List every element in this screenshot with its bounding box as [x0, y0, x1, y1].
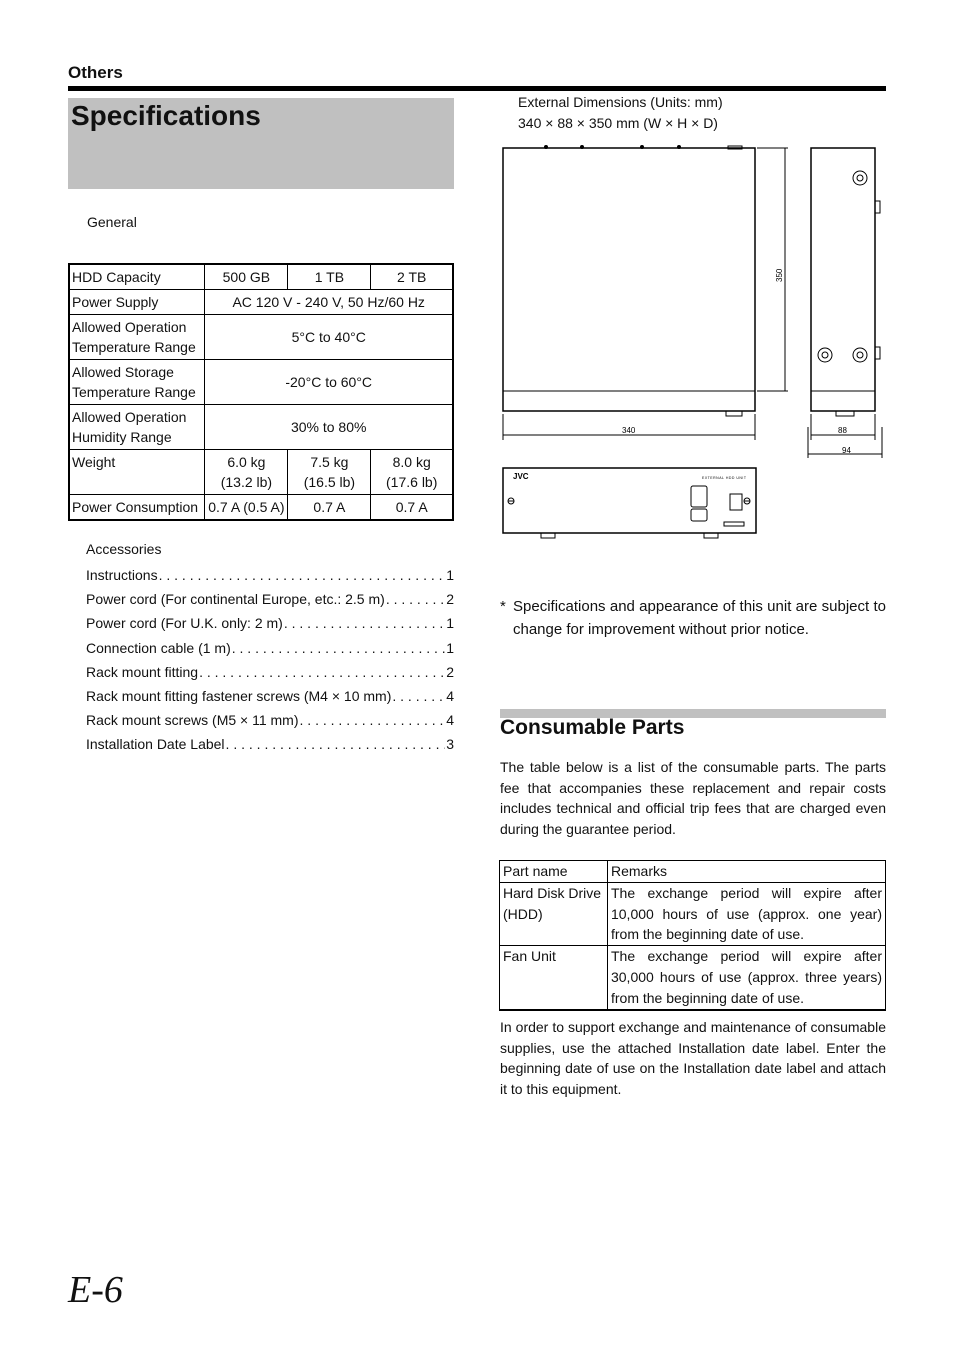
dimensions-heading: External Dimensions (Units: mm) — [518, 94, 723, 110]
consumables-table — [499, 860, 886, 1011]
connector-icon — [853, 171, 867, 185]
row-label: Weight — [69, 450, 205, 495]
row-label: Power Consumption — [69, 495, 205, 521]
width-label: 340 — [622, 426, 636, 435]
connector-icon — [853, 348, 867, 362]
brand-logo: JVC — [513, 472, 529, 481]
cell: 0.7 A (0.5 A) — [205, 495, 288, 521]
list-item: Connection cable (1 m) . . . 1 — [86, 636, 454, 660]
depth-label: 350 — [775, 268, 784, 282]
cell: 7.5 kg (16.5 lb) — [288, 450, 371, 495]
remarks: The exchange period will expire after 30,000 hours of use (approx. three years) from the beginning date of use. — [607, 946, 885, 1010]
table-row — [69, 264, 453, 290]
section-label: Others — [68, 63, 123, 82]
cell: 1 TB — [288, 264, 371, 290]
table-row — [69, 495, 453, 521]
dimension-drawing — [498, 142, 890, 542]
cell: 5°C to 40°C — [205, 315, 453, 360]
cell: AC 120 V - 240 V, 50 Hz/60 Hz — [205, 290, 453, 315]
list-item: Power cord (For continental Europe, etc.: 2.5 m) . . . 2 — [86, 587, 454, 611]
row-label: Allowed Operation Humidity Range — [69, 405, 205, 450]
note — [500, 596, 886, 641]
cell: 8.0 kg (17.6 lb) — [371, 450, 453, 495]
cell: 2 TB — [371, 264, 453, 290]
consumables-outro: In order to support exchange and maintenance of consumable supplies, use the attached Installation date label. Enter the beginning date of use on the Installation date label and attach it to this equipment. — [500, 1019, 886, 1097]
front-panel-text: EXTERNAL HDD UNIT — [702, 476, 747, 480]
note-text: Specifications and appearance of this unit are subject to change for improvement without prior notice. — [513, 598, 886, 638]
column-header: Remarks — [607, 861, 885, 883]
dimensions-value: 340 × 88 × 350 mm (W × H × D) — [518, 115, 718, 131]
top-view-outline — [503, 148, 755, 411]
list-item: Rack mount screws (M5 × 11 mm) . . . 4 — [86, 708, 454, 732]
note-star: * — [500, 598, 506, 615]
list-item: Power cord (For U.K. only: 2 m) . . . 1 — [86, 611, 454, 635]
cell: 0.7 A — [288, 495, 371, 521]
table-row — [69, 290, 453, 315]
row-label: Allowed Operation Temperature Range — [69, 315, 205, 360]
general-spec-table — [68, 263, 454, 521]
table-row — [69, 450, 453, 495]
side-width-label: 94 — [842, 446, 851, 455]
general-heading: General — [87, 214, 137, 230]
header-rule — [68, 86, 886, 91]
list-item: Instructions . . . 1 — [86, 563, 454, 587]
cell: 0.7 A — [371, 495, 453, 521]
list-item: Rack mount fitting fastener screws (M4 × 10 mm) . . . 4 — [86, 684, 454, 708]
accessories-list — [86, 563, 454, 757]
table-row — [500, 946, 886, 1010]
row-label: HDD Capacity — [69, 264, 205, 290]
table-row — [69, 315, 453, 360]
table-row — [500, 882, 886, 945]
row-label: Power Supply — [69, 290, 205, 315]
height-label: 88 — [838, 426, 847, 435]
accessories-heading: Accessories — [86, 541, 162, 557]
cell: 30% to 80% — [205, 405, 453, 450]
table-row — [69, 405, 453, 450]
dimensions-text — [518, 92, 723, 134]
connector-icon — [818, 348, 832, 362]
cell: 500 GB — [205, 264, 288, 290]
page-number: E-6 — [68, 1269, 123, 1311]
part-name: Fan Unit — [500, 946, 608, 1010]
title-box — [68, 98, 454, 189]
row-label: Allowed Storage Temperature Range — [69, 360, 205, 405]
column-header: Part name — [500, 861, 608, 883]
table-row — [69, 360, 453, 405]
remarks: The exchange period will expire after 10,000 hours of use (approx. one year) from the beginning date of use. — [607, 882, 885, 945]
list-item: Rack mount fitting . . . 2 — [86, 660, 454, 684]
side-view-outline — [811, 148, 875, 411]
page-title: Specifications — [71, 100, 261, 131]
table-header-row — [500, 861, 886, 883]
part-name: Hard Disk Drive (HDD) — [500, 882, 608, 945]
cell: -20°C to 60°C — [205, 360, 453, 405]
consumables-title: Consumable Parts — [500, 716, 685, 739]
cell: 6.0 kg (13.2 lb) — [205, 450, 288, 495]
list-item: Installation Date Label . . . 3 — [86, 732, 454, 756]
consumables-intro: The table below is a list of the consumable parts. The parts fee that accompanies these replacement and repair costs includes technical and official trip fees that are charged even during the guarantee period. — [500, 759, 886, 837]
